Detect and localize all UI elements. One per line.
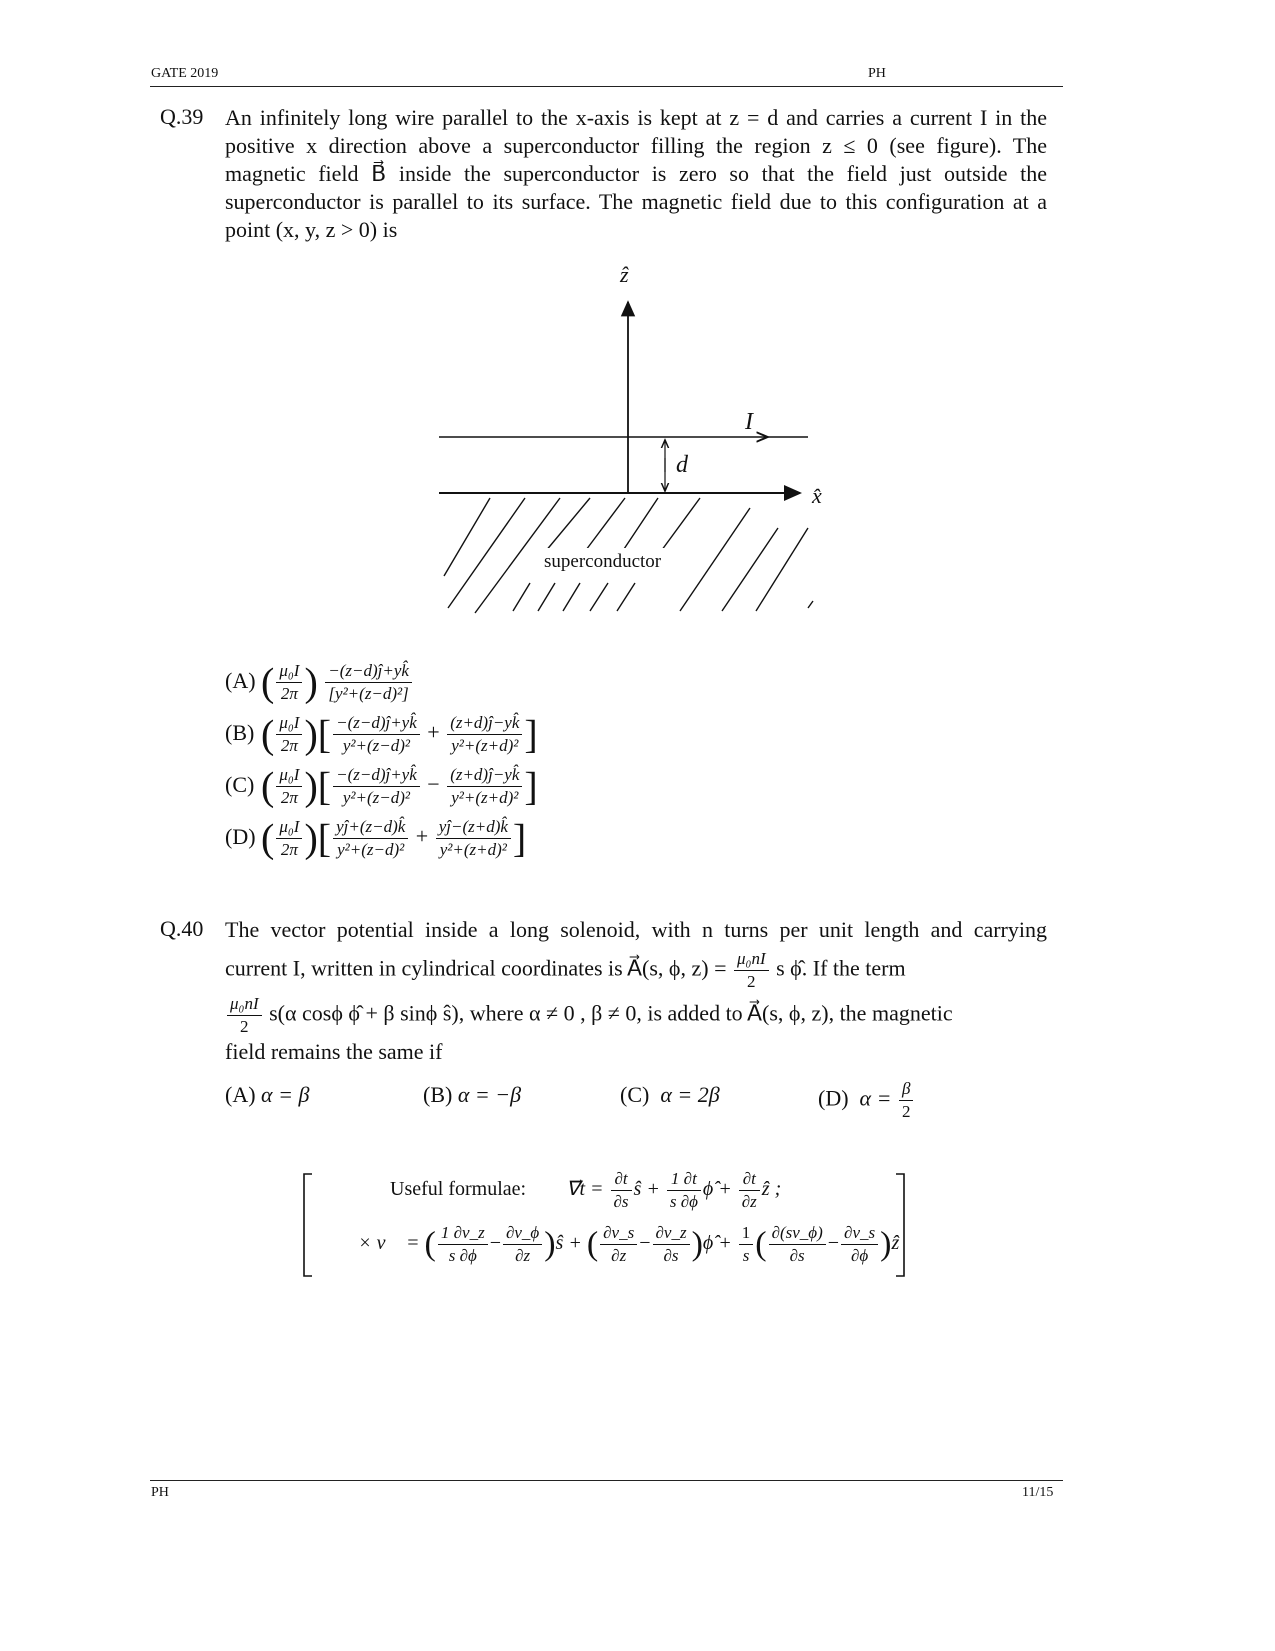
header-subject-code: PH xyxy=(868,66,886,81)
superconductor-label: superconductor xyxy=(544,551,662,572)
z-axis-label: ẑ xyxy=(620,262,629,287)
option-d-label: (D) xyxy=(225,823,256,849)
gradient-formula: Useful formulae: ∇⃗t = $\frac{\partial t}{\partial s}$ ŝ + $\frac{1 \partial t}{s \partial\phi}$ ϕ̂ + $\frac{\partial t}{\partial z}$ ẑ ; xyxy=(390,1169,782,1211)
option-a-denominator: [y²+(z−d)²] xyxy=(328,684,409,703)
question-40-line3: $\frac{\text{μ₀nI}}{2}$ s(α cosϕ ϕ̂ + β sinϕ ŝ), where α ≠ 0 , β ≠ 0, is added to A⃗(s, ϕ, z), the magnetic xyxy=(225,993,1047,1038)
q40-option-c[interactable]: (C) α = 2β xyxy=(620,1082,720,1107)
header-exam-title: GATE 2019 xyxy=(151,66,219,81)
footer-subject-code: PH xyxy=(151,1485,169,1500)
question-39-text xyxy=(225,104,1047,244)
current-label: I xyxy=(745,409,753,435)
option-b-label: (B) xyxy=(225,719,255,745)
header-rule xyxy=(150,86,1063,87)
q40-option-b[interactable]: (B) α = −β xyxy=(423,1082,522,1107)
option-d[interactable]: (D) ( $\frac{\text{μ₀I}}{2\pi}$ )[ $\frac{yĵ+(z-d)k̂}{\text{y²+(z−d)²}}$ + $\frac{yĵ-(z+d)k̂}{\text{y²+(z+d)²}}$ ] xyxy=(225,815,527,861)
question-40-line1: The vector potential inside a long solenoid, with n turns per unit length and carrying xyxy=(225,917,1047,942)
q40-option-a[interactable]: (A) α = β xyxy=(225,1082,310,1107)
question-39-options xyxy=(225,660,785,868)
q40-option-d[interactable]: (D) α = $\frac{\beta}{2}$ xyxy=(818,1078,915,1123)
option-a-numerator: −(z−d)ĵ+yk̂ xyxy=(325,660,412,683)
option-a-label: (A) xyxy=(225,667,256,693)
question-39-number: Q.39 xyxy=(160,104,204,129)
x-axis-label: x̂ xyxy=(812,483,822,508)
curl-formula: ∇⃗ × v⃗ = ( $\frac{1 \partial v\_z}{s \partial\phi}$ − $\frac{\partial v\_\phi}{\partial z}$ )ŝ + ( $\frac{\partial v\_s}{\partial z}$ − $\frac{\partial v\_z}{\partial s}$ )ϕ̂ + $\frac{1}{s}$ ( $\frac{\partial(sv\_\phi)}{\partial s}$ − $\frac{\partial v\_s}{\partial\phi}$ )ẑ xyxy=(322,1223,900,1265)
page-number: 11/15 xyxy=(1022,1485,1054,1500)
option-c-label: (C) xyxy=(225,771,255,797)
option-a[interactable]: (A) ( $\frac{\text{μ₀I}}{2\pi}$ ) $\frac{-(z-d)ĵ+yk̂}{\text{[y²+(z−d)²]}}$ xyxy=(225,660,785,712)
option-c[interactable]: (C) ( $\frac{\text{μ₀I}}{2\pi}$ )[ $\frac{-(z-d)ĵ+yk̂}{\text{y²+(z−d)²}}$ − $\frac{(z+d)ĵ-yk̂}{\text{y²+(z+d)²}}$ ] xyxy=(225,763,538,809)
question-40-line4: field remains the same if xyxy=(225,1039,443,1064)
question-40-line2: current I, written in cylindrical coordinates is A⃗(s, ϕ, z) = $\frac{\text{μ₀nI}}{2}$ s ϕ̂. If the term xyxy=(225,949,906,991)
question-39-body: An infinitely long wire parallel to the x-axis is kept at z = d and carries a current I in the positive x direction above a superconductor filling the region z ≤ 0 (see figure). The magnetic field B⃗ inside the superconductor is zero so that the field just outside the superconductor is parallel to its surface. The magnetic field due to this configuration at a point (x, y, z > 0) is xyxy=(225,105,1047,242)
formulae-title: Useful formulae: xyxy=(390,1178,527,1201)
option-b[interactable]: (B) ( $\frac{\text{μ₀I}}{2\pi}$ )[ $\frac{-(z-d)ĵ+yk̂}{\text{y²+(z−d)²}}$ + $\frac{(z+d)ĵ-yk̂}{\text{y²+(z+d)²}}$ ] xyxy=(225,711,538,757)
distance-d-label: d xyxy=(676,452,688,478)
footer-rule xyxy=(150,1480,1063,1481)
question-40-number: Q.40 xyxy=(160,916,204,941)
question-40-text xyxy=(225,916,1047,1066)
